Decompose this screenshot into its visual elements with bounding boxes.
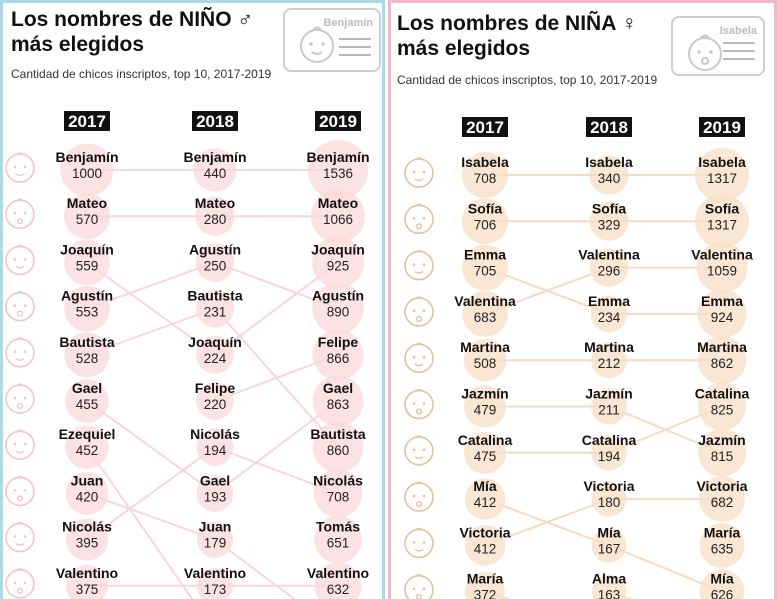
rank-name: Isabela	[585, 154, 633, 170]
girls-panel	[388, 0, 777, 599]
rank-value: 163	[597, 587, 621, 599]
baby-face-icon	[6, 292, 34, 321]
rank-value: 412	[473, 495, 497, 511]
rank-value: 395	[75, 535, 99, 551]
rank-value: 708	[473, 171, 497, 186]
rank-value: 705	[473, 263, 497, 279]
rank-name: Catalina	[457, 431, 513, 448]
girls-title-line1: Los nombres de NIÑA ♀	[397, 12, 638, 35]
rank-value: 626	[710, 587, 734, 599]
baby-face-icon	[405, 297, 433, 326]
rank-value: 179	[203, 535, 227, 551]
rank-name: Juan	[70, 472, 104, 489]
rank-value: 420	[75, 489, 99, 505]
rank-name: Agustín	[60, 287, 114, 304]
rank-name: Benjamín	[183, 149, 247, 165]
rank-name: Nicolás	[313, 472, 363, 489]
rank-value: 440	[203, 166, 227, 181]
rank-value: 180	[597, 495, 621, 511]
baby-face-icon	[405, 343, 433, 372]
year-header: 2017	[68, 112, 106, 131]
baby-face-icon	[405, 436, 433, 465]
rank-name: Nicolás	[62, 518, 112, 535]
rank-name: Martina	[460, 339, 510, 356]
rank-value: 173	[203, 581, 227, 597]
rank-name: Sofía	[704, 200, 740, 217]
rank-name: Valentina	[691, 246, 753, 263]
rank-name: Valentina	[454, 292, 516, 309]
rank-name: Gael	[71, 380, 103, 396]
rank-value: 682	[710, 495, 734, 511]
baby-face-icon	[405, 575, 433, 599]
baby-face-icon	[6, 476, 34, 505]
rank-value: 452	[75, 443, 99, 459]
rank-value: 340	[597, 171, 621, 186]
baby-face-icon	[6, 245, 34, 274]
rank-name: María	[466, 570, 504, 587]
rank-value: 193	[203, 489, 227, 505]
rank-value: 1317	[706, 171, 738, 186]
baby-face-icon	[6, 430, 34, 459]
rank-name: Isabela	[461, 154, 509, 170]
rank-name: Agustín	[311, 287, 365, 304]
rank-name: Valentina	[578, 246, 640, 263]
rank-name: María	[703, 524, 741, 541]
rank-value: 296	[597, 263, 621, 279]
rank-value: 863	[326, 397, 350, 412]
rank-value: 683	[473, 309, 497, 325]
rank-name: Mía	[710, 570, 734, 587]
rank-value: 890	[326, 304, 350, 320]
baby-face-icon	[405, 204, 433, 233]
rank-name: Emma	[587, 292, 631, 309]
baby-face-icon	[405, 158, 433, 187]
rank-name: Victoria	[459, 524, 511, 541]
girls-title-line2: más elegidos	[397, 37, 531, 60]
rank-value: 925	[326, 258, 350, 274]
baby-face-icon	[405, 528, 433, 557]
rank-value: 231	[203, 304, 227, 320]
rank-value: 372	[473, 587, 497, 599]
rank-name: Valentino	[183, 564, 247, 581]
rank-name: Bautista	[187, 287, 243, 304]
rank-value: 234	[597, 309, 621, 325]
year-header: 2019	[319, 112, 357, 131]
rank-value: 635	[710, 541, 734, 557]
rank-name: Felipe	[194, 380, 236, 396]
boys-card-name: Benjamín	[323, 17, 373, 29]
rank-value: 329	[597, 217, 621, 233]
rank-name: Mía	[473, 478, 497, 495]
year-header: 2018	[590, 118, 628, 137]
rank-name: Catalina	[694, 385, 750, 402]
rank-value: 924	[710, 309, 734, 325]
baby-face-icon	[6, 523, 34, 552]
rank-value: 224	[203, 350, 227, 366]
rank-value: 508	[473, 356, 497, 372]
rank-value: 528	[75, 350, 99, 366]
rank-value: 706	[473, 217, 497, 233]
rank-value: 412	[473, 541, 497, 557]
year-header: 2018	[196, 112, 234, 131]
girls-subtitle: Cantidad de chicos inscriptos, top 10, 2017-2019	[397, 73, 658, 87]
rank-value: 211	[598, 402, 620, 418]
rank-name: Joaquín	[60, 241, 114, 258]
girls-rank-chart	[391, 3, 774, 599]
rank-name: Tomás	[315, 518, 361, 535]
rank-value: 194	[203, 443, 227, 459]
rank-value: 479	[473, 402, 497, 418]
girls-card-name: Isabela	[719, 25, 757, 37]
rank-value: 455	[75, 397, 99, 412]
rank-value: 212	[597, 356, 621, 372]
rank-value: 825	[710, 402, 734, 418]
boys-subtitle: Cantidad de chicos inscriptos, top 10, 2017-2019	[11, 67, 272, 81]
rank-value: 1000	[71, 166, 103, 181]
year-header: 2017	[466, 118, 504, 137]
year-header: 2019	[703, 118, 741, 137]
boys-title-line1: Los nombres de NIÑO ♂	[11, 8, 254, 31]
baby-face-icon	[405, 251, 433, 280]
rank-name: Gael	[199, 472, 231, 489]
rank-value: 1536	[322, 166, 354, 181]
rank-value: 167	[597, 541, 621, 557]
rank-name: Victoria	[583, 478, 635, 495]
rank-name: Catalina	[581, 431, 637, 448]
rank-name: Jazmín	[461, 385, 509, 402]
rank-name: Gael	[322, 380, 354, 396]
rank-name: Martina	[584, 339, 634, 356]
rank-value: 220	[203, 397, 227, 412]
rank-value: 1066	[322, 212, 354, 228]
rank-value: 570	[75, 212, 99, 228]
rank-name: Jazmín	[585, 385, 633, 402]
rank-name: Martina	[697, 339, 747, 356]
rank-value: 280	[203, 212, 227, 228]
baby-face-icon	[6, 153, 34, 182]
rank-value: 1059	[706, 263, 738, 279]
rank-value: 375	[75, 581, 99, 597]
rank-value: 553	[75, 304, 99, 320]
rank-name: Mateo	[317, 195, 359, 212]
rank-value: 860	[326, 443, 350, 459]
rank-value: 866	[326, 350, 350, 366]
rank-name: Benjamín	[55, 149, 119, 165]
rank-name: Joaquín	[188, 333, 242, 350]
rank-value: 632	[326, 581, 350, 597]
rank-name: Emma	[463, 246, 507, 263]
baby-face-icon	[6, 199, 34, 228]
boys-title-line2: más elegidos	[11, 33, 145, 56]
rank-name: Felipe	[317, 333, 359, 350]
rank-value: 1317	[706, 217, 738, 233]
boys-rank-chart	[3, 3, 385, 599]
rank-value: 651	[326, 535, 350, 551]
rank-name: Jazmín	[698, 431, 746, 448]
rank-name: Valentino	[306, 564, 370, 581]
rank-value: 475	[473, 448, 497, 464]
boys-panel	[0, 0, 385, 599]
rank-name: Sofía	[467, 200, 503, 217]
rank-value: 250	[203, 258, 227, 274]
rank-name: Sofía	[591, 200, 627, 217]
rank-name: Alma	[591, 570, 627, 587]
rank-name: Joaquín	[311, 241, 365, 258]
baby-face-icon	[6, 569, 34, 598]
rank-value: 862	[710, 356, 734, 372]
rank-name: Nicolás	[190, 426, 240, 443]
rank-name: Isabela	[698, 154, 746, 170]
rank-name: Mateo	[66, 195, 108, 212]
baby-face-icon	[405, 482, 433, 511]
rank-name: Valentino	[55, 564, 119, 581]
rank-name: Mateo	[194, 195, 236, 212]
rank-name: Emma	[700, 292, 744, 309]
rank-name: Juan	[198, 518, 232, 535]
rank-name: Ezequiel	[58, 426, 116, 443]
rank-name: Agustín	[188, 241, 242, 258]
rank-name: Benjamín	[306, 149, 370, 165]
rank-name: Victoria	[696, 478, 748, 495]
baby-face-icon	[6, 384, 34, 413]
rank-value: 815	[710, 448, 734, 464]
rank-name: Bautista	[310, 426, 366, 443]
rank-value: 708	[326, 489, 350, 505]
baby-face-icon	[405, 390, 433, 419]
rank-name: Bautista	[59, 333, 115, 350]
rank-value: 194	[597, 448, 621, 464]
rank-name: Mía	[597, 524, 621, 541]
rank-value: 559	[75, 258, 99, 274]
baby-face-icon	[6, 338, 34, 367]
